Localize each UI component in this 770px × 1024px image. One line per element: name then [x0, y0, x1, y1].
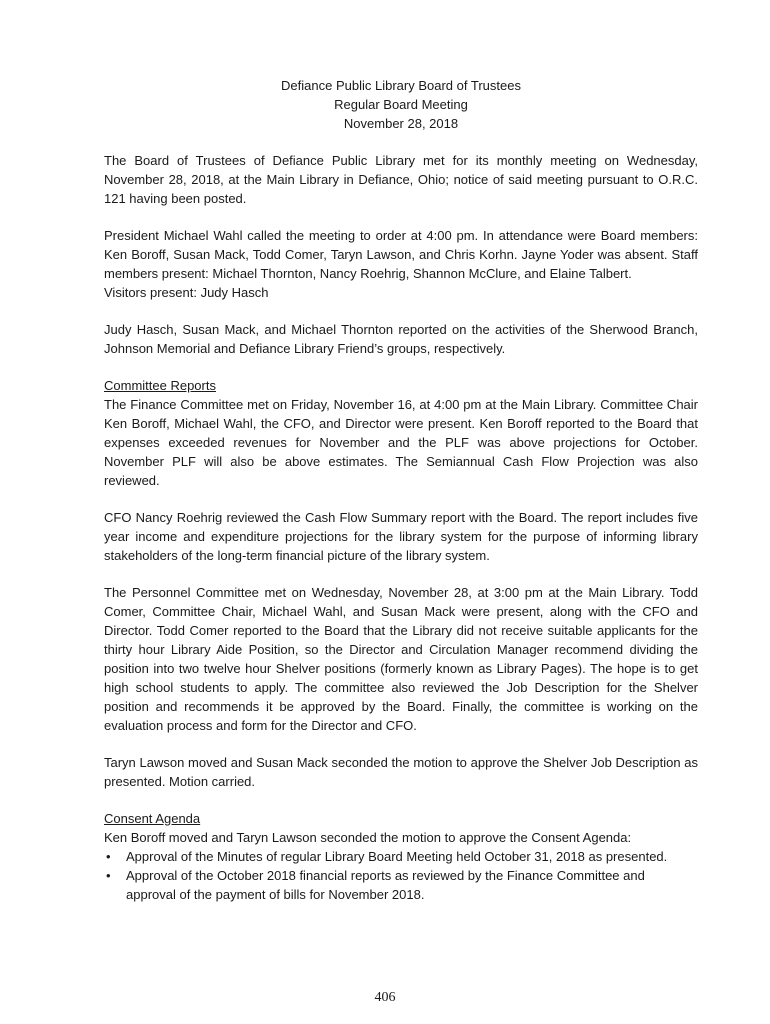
page-number: 406	[374, 990, 396, 1005]
consent-agenda-list	[104, 847, 698, 904]
consent-agenda-intro: Ken Boroff moved and Taryn Lawson seconded the motion to approve the Consent Agenda:	[104, 830, 632, 845]
header-organization: Defiance Public Library Board of Trustees	[281, 78, 521, 93]
list-item	[104, 847, 698, 866]
shelver-motion-paragraph: Taryn Lawson moved and Susan Mack seconded the motion to approve the Shelver Job Description as presented. Motion carried.	[104, 755, 698, 789]
consent-agenda-title: Consent Agenda	[104, 811, 201, 826]
consent-agenda-section	[104, 809, 698, 904]
bullet-icon: •	[106, 868, 111, 883]
cfo-paragraph: CFO Nancy Roehrig reviewed the Cash Flow Summary report with the Board. The report includes five year income and expenditure projections for the library system for the purpose of informing library stakeholders of the long-term financial picture of the library system.	[104, 510, 698, 563]
personnel-committee-paragraph: The Personnel Committee met on Wednesday, November 28, at 3:00 pm at the Main Library. Todd Comer, Committee Chair, Michael Wahl, and Susan Mack were present, along with the CFO and Director. Todd Comer reported to the Board that the Library did not receive suitable applicants for the thirty hour Library Aide Position, so the Director and Circulation Manager recommend dividing the position into two twelve hour Shelver positions (formerly known as Library Pages). The hope is to get high school students to apply. The committee also reviewed the Job Description for the Shelver position and recommends it be approved by the Board. Finally, the committee is working on the evaluation process and form for the Director and CFO.	[104, 585, 698, 733]
header-date: November 28, 2018	[343, 116, 459, 131]
committee-reports-section	[104, 376, 698, 490]
friends-paragraph: Judy Hasch, Susan Mack, and Michael Thornton reported on the activities of the Sherwood Branch, Johnson Memorial and Defiance Library Friend’s groups, respectively.	[104, 322, 698, 356]
document-page	[104, 76, 698, 922]
list-item-text: Approval of the October 2018 financial reports as reviewed by the Finance Committee and approval of the payment of bills for November 2018.	[126, 868, 645, 902]
attendance-section	[104, 226, 698, 302]
list-item	[104, 866, 698, 904]
attendance-paragraph: President Michael Wahl called the meeting to order at 4:00 pm. In attendance were Board members: Ken Boroff, Susan Mack, Todd Comer, Taryn Lawson, and Chris Korhn. Jayne Yoder was absent. Staff members present: Michael Thornton, Nancy Roehrig, Shannon McClure, and Elaine Talbert.	[104, 228, 698, 281]
bullet-icon: •	[106, 849, 111, 864]
list-item-text: Approval of the Minutes of regular Library Board Meeting held October 31, 2018 as presented.	[126, 849, 668, 864]
document-header	[104, 76, 698, 133]
finance-committee-paragraph: The Finance Committee met on Friday, November 16, at 4:00 pm at the Main Library. Committee Chair Ken Boroff, Michael Wahl, the CFO, and Director were present. Ken Boroff reported to the Board that expenses exceeded revenues for November and the PLF was above projections for October. November PLF will also be above estimates. The Semiannual Cash Flow Projection was also reviewed.	[104, 397, 698, 488]
intro-paragraph: The Board of Trustees of Defiance Public Library met for its monthly meeting on Wednesday, November 28, 2018, at the Main Library in Defiance, Ohio; notice of said meeting pursuant to O.R.C. 121 having been posted.	[104, 153, 698, 206]
visitors-paragraph: Visitors present: Judy Hasch	[104, 285, 269, 300]
committee-reports-title: Committee Reports	[104, 378, 216, 393]
header-meeting-type: Regular Board Meeting	[334, 97, 468, 112]
